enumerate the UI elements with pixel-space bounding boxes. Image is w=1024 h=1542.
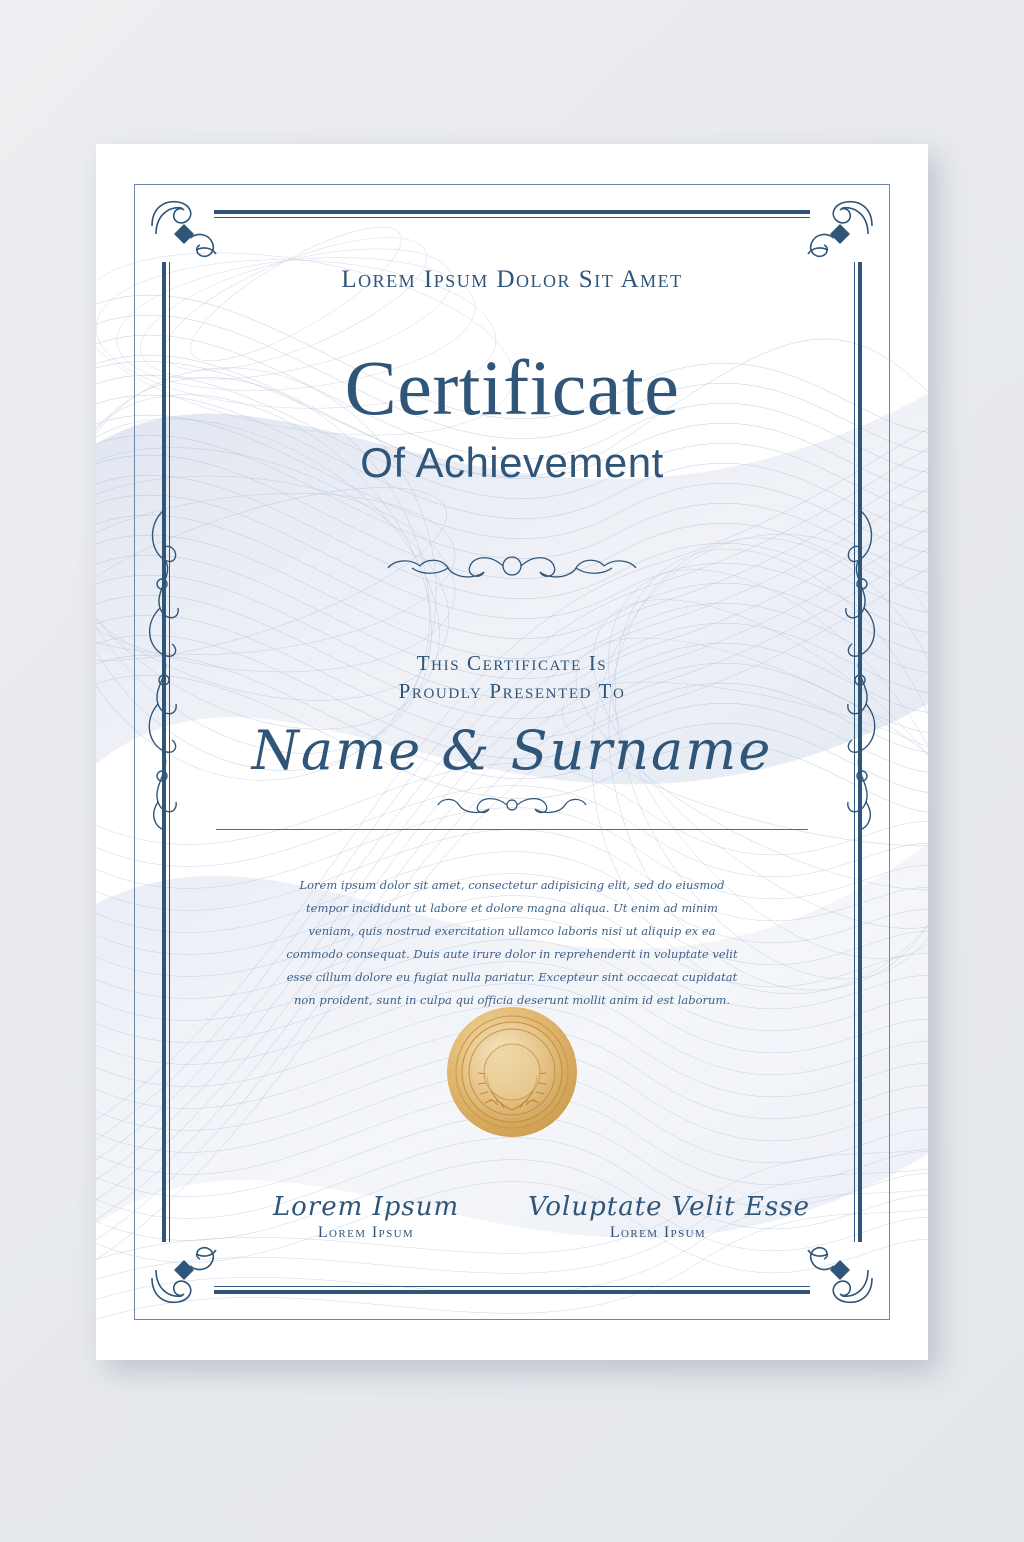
- page-title: Certificate: [344, 344, 680, 431]
- body-paragraph: Lorem ipsum dolor sit amet, consectetur adipisicing elit, sed do eiusmod tempor incididunt ut labore et dolore magna aliqua. Ut enim ad minim veniam, quis nostrud exercitation ullamco laboris nisi ut aliquip ex ea commodo consequat. Duis aute irure dolor in reprehenderit in voluptate velit esse cillum dolore eu fugiat nulla pariatur. Excepteur sint occaecat cupidatat non proident, sunt in culpa qui officia deserunt mollit anim id est laborum.: [286, 878, 738, 1007]
- signature-name: Lorem Ipsum: [609, 1224, 707, 1241]
- recipient-name: Name & Surname: [251, 719, 773, 782]
- signature-block-right: [528, 1192, 810, 1242]
- gold-seal-icon: [444, 1004, 580, 1140]
- signature-block-left: [236, 1192, 496, 1242]
- signature-script: Lorem Ipsum: [272, 1192, 460, 1222]
- header-line: Lorem Ipsum Dolor Sit Amet: [341, 266, 683, 293]
- name-divider-ornament-icon: [412, 794, 612, 816]
- name-underline: [216, 829, 808, 830]
- signature-script: Voluptate Velit Esse: [528, 1192, 810, 1222]
- presented-line-1: This Certificate Is: [416, 651, 608, 675]
- divider-ornament-icon: [362, 550, 662, 582]
- signature-name: Lorem Ipsum: [317, 1224, 415, 1241]
- page-subtitle: Of Achievement: [360, 439, 664, 486]
- certificate-paper: [96, 144, 928, 1360]
- certificate-page: [96, 144, 928, 1360]
- presented-to-text: [96, 649, 928, 706]
- certificate-content: [96, 144, 928, 1360]
- presented-line-2: Proudly Presented To: [398, 679, 626, 704]
